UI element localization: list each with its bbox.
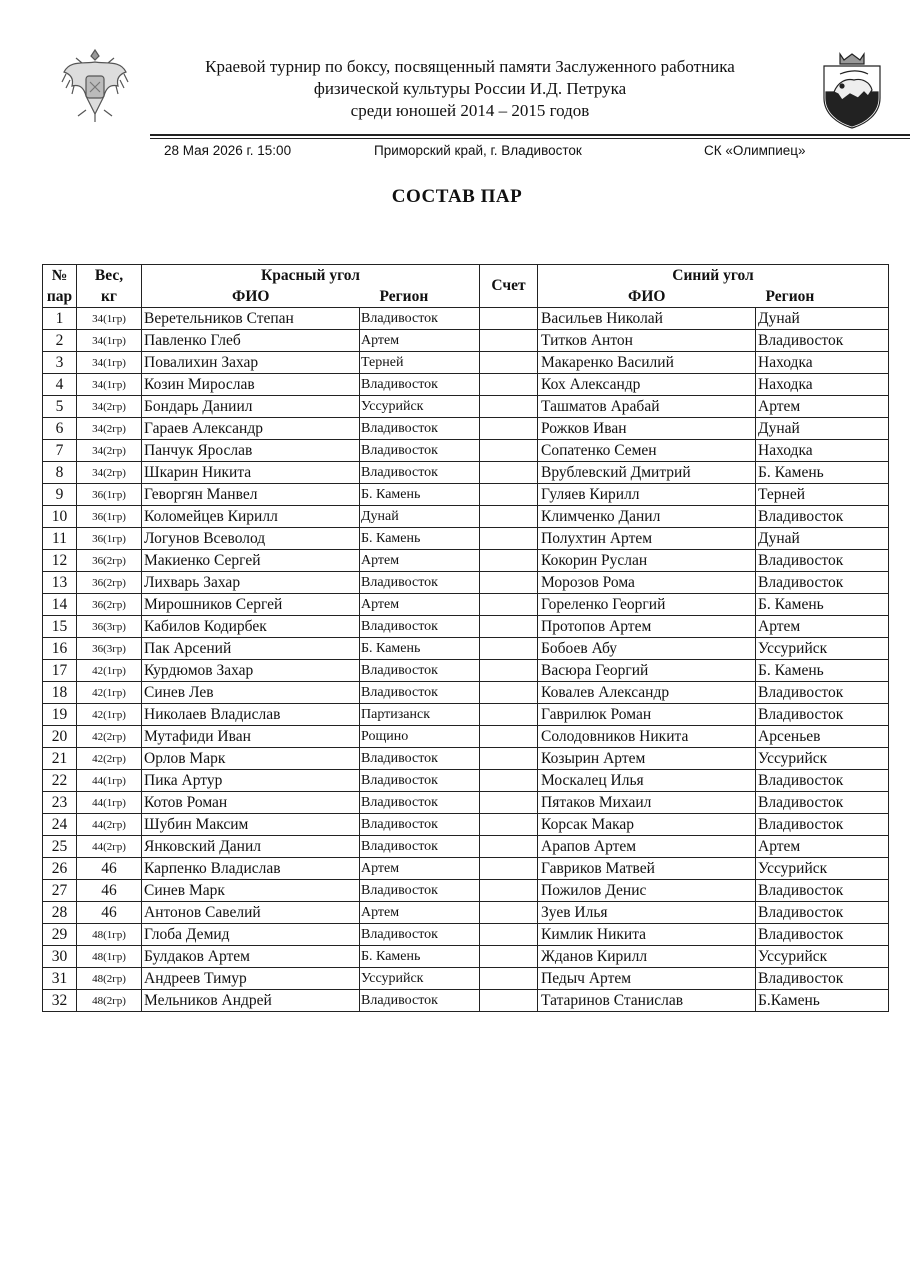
table-row — [43, 990, 889, 1012]
table-row — [43, 792, 889, 814]
pair-number: 18 — [43, 682, 77, 704]
red-fighter-region: Владивосток — [360, 418, 480, 440]
pair-number: 8 — [43, 462, 77, 484]
red-fighter-region: Артем — [360, 594, 480, 616]
blue-fighter-region: Владивосток — [756, 770, 889, 792]
pair-number: 26 — [43, 858, 77, 880]
red-fighter-name: Повалихин Захар — [142, 352, 360, 374]
weight-class: 34(2гр) — [77, 462, 142, 484]
table-row — [43, 836, 889, 858]
red-fighter-region: Артем — [360, 330, 480, 352]
weight-class: 36(3гр) — [77, 638, 142, 660]
score-cell — [480, 968, 538, 990]
blue-fighter-name: Ташматов Арабай — [538, 396, 756, 418]
score-cell — [480, 550, 538, 572]
score-cell — [480, 440, 538, 462]
blue-fighter-region: Артем — [756, 616, 889, 638]
red-fighter-region: Владивосток — [360, 440, 480, 462]
table-row — [43, 352, 889, 374]
red-fighter-region: Рощино — [360, 726, 480, 748]
red-fighter-region: Дунай — [360, 506, 480, 528]
event-date: 28 Мая 2026 г. 15:00 — [164, 143, 292, 158]
red-fighter-name: Николаев Владислав — [142, 704, 360, 726]
header-divider-thick — [150, 134, 910, 136]
blue-fighter-region: Находка — [756, 352, 889, 374]
weight-class: 48(2гр) — [77, 990, 142, 1012]
red-fighter-region: Б. Камень — [360, 528, 480, 550]
title-line-2: физической культуры России И.Д. Петрука — [313, 79, 627, 98]
blue-fighter-name: Гаврилюк Роман — [538, 704, 756, 726]
blue-fighter-region: Уссурийск — [756, 748, 889, 770]
score-cell — [480, 572, 538, 594]
score-cell — [480, 704, 538, 726]
score-cell — [480, 660, 538, 682]
red-fighter-region: Владивосток — [360, 770, 480, 792]
weight-class: 36(1гр) — [77, 484, 142, 506]
red-fighter-name: Шкарин Никита — [142, 462, 360, 484]
red-fighter-region: Владивосток — [360, 814, 480, 836]
red-fighter-name: Орлов Марк — [142, 748, 360, 770]
pair-number: 30 — [43, 946, 77, 968]
score-cell — [480, 594, 538, 616]
red-fighter-region: Владивосток — [360, 572, 480, 594]
score-cell — [480, 726, 538, 748]
red-fighter-name: Булдаков Артем — [142, 946, 360, 968]
red-fighter-name: Янковский Данил — [142, 836, 360, 858]
blue-fighter-name: Рожков Иван — [538, 418, 756, 440]
header-pair-number-bottom: пар — [43, 286, 77, 308]
score-cell — [480, 330, 538, 352]
blue-fighter-region: Находка — [756, 440, 889, 462]
title-line-1: Краевой турнир по боксу, посвященный памяти Заслуженного работника — [205, 57, 735, 76]
blue-fighter-name: Полухтин Артем — [538, 528, 756, 550]
blue-fighter-region: Дунай — [756, 418, 889, 440]
red-fighter-name: Макиенко Сергей — [142, 550, 360, 572]
red-fighter-name: Панчук Ярослав — [142, 440, 360, 462]
red-fighter-name: Гараев Александр — [142, 418, 360, 440]
header-blue-region: Регион — [756, 286, 889, 308]
red-fighter-region: Б. Камень — [360, 946, 480, 968]
weight-class: 46 — [77, 858, 142, 880]
header-blue-corner: Синий угол — [538, 265, 889, 287]
blue-fighter-name: Пятаков Михаил — [538, 792, 756, 814]
weight-class: 44(2гр) — [77, 836, 142, 858]
pair-number: 2 — [43, 330, 77, 352]
red-fighter-name: Геворгян Манвел — [142, 484, 360, 506]
red-fighter-region: Уссурийск — [360, 968, 480, 990]
table-row — [43, 814, 889, 836]
blue-fighter-name: Протопов Артем — [538, 616, 756, 638]
red-fighter-name: Шубин Максим — [142, 814, 360, 836]
weight-class: 34(1гр) — [77, 330, 142, 352]
table-row — [43, 902, 889, 924]
red-fighter-name: Пак Арсений — [142, 638, 360, 660]
pair-number: 29 — [43, 924, 77, 946]
blue-fighter-region: Владивосток — [756, 924, 889, 946]
pair-number: 21 — [43, 748, 77, 770]
table-row — [43, 572, 889, 594]
red-fighter-region: Владивосток — [360, 308, 480, 330]
red-fighter-name: Карпенко Владислав — [142, 858, 360, 880]
table-row — [43, 330, 889, 352]
blue-fighter-name: Пожилов Денис — [538, 880, 756, 902]
score-cell — [480, 946, 538, 968]
red-fighter-region: Артем — [360, 550, 480, 572]
blue-fighter-name: Гореленко Георгий — [538, 594, 756, 616]
score-cell — [480, 638, 538, 660]
weight-class: 36(3гр) — [77, 616, 142, 638]
pair-number: 7 — [43, 440, 77, 462]
weight-class: 36(2гр) — [77, 594, 142, 616]
red-fighter-region: Артем — [360, 858, 480, 880]
red-fighter-region: Владивосток — [360, 748, 480, 770]
weight-class: 34(1гр) — [77, 374, 142, 396]
red-fighter-region: Терней — [360, 352, 480, 374]
table-row — [43, 704, 889, 726]
weight-class: 36(2гр) — [77, 550, 142, 572]
red-fighter-name: Козин Мирослав — [142, 374, 360, 396]
red-fighter-region: Б. Камень — [360, 638, 480, 660]
weight-class: 44(2гр) — [77, 814, 142, 836]
weight-class: 48(1гр) — [77, 924, 142, 946]
blue-fighter-region: Владивосток — [756, 506, 889, 528]
blue-fighter-region: Уссурийск — [756, 858, 889, 880]
table-row — [43, 880, 889, 902]
blue-fighter-name: Татаринов Станислав — [538, 990, 756, 1012]
blue-fighter-name: Зуев Илья — [538, 902, 756, 924]
red-fighter-name: Пика Артур — [142, 770, 360, 792]
pair-number: 11 — [43, 528, 77, 550]
table-row — [43, 506, 889, 528]
score-cell — [480, 616, 538, 638]
score-cell — [480, 902, 538, 924]
table-row — [43, 308, 889, 330]
table-row — [43, 682, 889, 704]
red-fighter-name: Лихварь Захар — [142, 572, 360, 594]
event-venue: СК «Олимпиец» — [704, 143, 806, 158]
red-fighter-region: Владивосток — [360, 462, 480, 484]
weight-class: 34(2гр) — [77, 396, 142, 418]
red-fighter-region: Владивосток — [360, 880, 480, 902]
score-cell — [480, 880, 538, 902]
red-fighter-region: Владивосток — [360, 990, 480, 1012]
blue-fighter-region: Владивосток — [756, 682, 889, 704]
blue-fighter-region: Владивосток — [756, 968, 889, 990]
weight-class: 46 — [77, 880, 142, 902]
score-cell — [480, 484, 538, 506]
score-cell — [480, 374, 538, 396]
pair-number: 28 — [43, 902, 77, 924]
blue-fighter-name: Васильев Николай — [538, 308, 756, 330]
red-fighter-name: Веретельников Степан — [142, 308, 360, 330]
table-row — [43, 726, 889, 748]
pair-number: 32 — [43, 990, 77, 1012]
table-row — [43, 638, 889, 660]
blue-fighter-region: Владивосток — [756, 814, 889, 836]
pair-number: 3 — [43, 352, 77, 374]
weight-class: 44(1гр) — [77, 770, 142, 792]
blue-fighter-name: Врублевский Дмитрий — [538, 462, 756, 484]
blue-fighter-name: Гуляев Кирилл — [538, 484, 756, 506]
pair-number: 27 — [43, 880, 77, 902]
title-line-3: среди юношей 2014 – 2015 годов — [350, 101, 590, 120]
red-fighter-region: Партизанск — [360, 704, 480, 726]
red-fighter-name: Глоба Демид — [142, 924, 360, 946]
red-fighter-name: Андреев Тимур — [142, 968, 360, 990]
score-cell — [480, 418, 538, 440]
pair-number: 13 — [43, 572, 77, 594]
pair-number: 16 — [43, 638, 77, 660]
pair-number: 20 — [43, 726, 77, 748]
blue-fighter-region: Владивосток — [756, 792, 889, 814]
table-row — [43, 770, 889, 792]
score-cell — [480, 924, 538, 946]
russia-coat-of-arms-emblem — [56, 44, 134, 126]
table-row — [43, 418, 889, 440]
weight-class: 48(1гр) — [77, 946, 142, 968]
blue-fighter-region: Владивосток — [756, 330, 889, 352]
blue-fighter-name: Гавриков Матвей — [538, 858, 756, 880]
score-cell — [480, 990, 538, 1012]
weight-class: 34(1гр) — [77, 308, 142, 330]
pair-number: 25 — [43, 836, 77, 858]
red-fighter-name: Кабилов Кодирбек — [142, 616, 360, 638]
tournament-title — [150, 56, 790, 122]
weight-class: 42(2гр) — [77, 748, 142, 770]
blue-fighter-name: Педыч Артем — [538, 968, 756, 990]
blue-fighter-name: Макаренко Василий — [538, 352, 756, 374]
header-red-fio: ФИО — [142, 286, 360, 308]
blue-fighter-region: Находка — [756, 374, 889, 396]
table-row — [43, 550, 889, 572]
weight-class: 36(2гр) — [77, 572, 142, 594]
table-row — [43, 858, 889, 880]
table-row — [43, 484, 889, 506]
blue-fighter-name: Кимлик Никита — [538, 924, 756, 946]
red-fighter-name: Курдюмов Захар — [142, 660, 360, 682]
pair-number: 5 — [43, 396, 77, 418]
header-weight-bottom: кг — [77, 286, 142, 308]
table-row — [43, 748, 889, 770]
blue-fighter-name: Корсак Макар — [538, 814, 756, 836]
weight-class: 34(1гр) — [77, 352, 142, 374]
blue-fighter-name: Бобоев Абу — [538, 638, 756, 660]
blue-fighter-name: Сопатенко Семен — [538, 440, 756, 462]
header-score: Счет — [480, 265, 538, 308]
header-weight-top: Вес, — [77, 265, 142, 287]
red-fighter-name: Бондарь Даниил — [142, 396, 360, 418]
blue-fighter-region: Владивосток — [756, 550, 889, 572]
blue-fighter-name: Ковалев Александр — [538, 682, 756, 704]
score-cell — [480, 462, 538, 484]
blue-fighter-region: Владивосток — [756, 880, 889, 902]
event-place: Приморский край, г. Владивосток — [374, 143, 582, 158]
score-cell — [480, 528, 538, 550]
weight-class: 42(1гр) — [77, 660, 142, 682]
red-fighter-name: Котов Роман — [142, 792, 360, 814]
red-fighter-region: Владивосток — [360, 792, 480, 814]
blue-fighter-region: Б. Камень — [756, 594, 889, 616]
pair-number: 9 — [43, 484, 77, 506]
header-red-corner: Красный угол — [142, 265, 480, 287]
blue-fighter-name: Солодовников Никита — [538, 726, 756, 748]
weight-class: 36(1гр) — [77, 506, 142, 528]
weight-class: 42(1гр) — [77, 704, 142, 726]
red-fighter-name: Синев Лев — [142, 682, 360, 704]
red-fighter-region: Владивосток — [360, 682, 480, 704]
red-fighter-region: Владивосток — [360, 660, 480, 682]
pairs-table-body — [43, 308, 889, 1012]
pair-number: 31 — [43, 968, 77, 990]
blue-fighter-region: Владивосток — [756, 572, 889, 594]
primorsky-krai-coat-of-arms-emblem — [820, 52, 884, 130]
blue-fighter-region: Владивосток — [756, 704, 889, 726]
weight-class: 46 — [77, 902, 142, 924]
table-row — [43, 396, 889, 418]
table-row — [43, 924, 889, 946]
table-row — [43, 616, 889, 638]
pair-number: 24 — [43, 814, 77, 836]
red-fighter-region: Артем — [360, 902, 480, 924]
score-cell — [480, 858, 538, 880]
header-divider-thin — [150, 138, 910, 139]
pair-number: 6 — [43, 418, 77, 440]
blue-fighter-name: Козырин Артем — [538, 748, 756, 770]
table-row — [43, 660, 889, 682]
red-fighter-name: Мутафиди Иван — [142, 726, 360, 748]
blue-fighter-name: Васюра Георгий — [538, 660, 756, 682]
pairs-table — [42, 264, 889, 1012]
score-cell — [480, 836, 538, 858]
pair-number: 10 — [43, 506, 77, 528]
red-fighter-name: Антонов Савелий — [142, 902, 360, 924]
header-blue-fio: ФИО — [538, 286, 756, 308]
score-cell — [480, 352, 538, 374]
blue-fighter-region: Уссурийск — [756, 946, 889, 968]
weight-class: 44(1гр) — [77, 792, 142, 814]
table-row — [43, 462, 889, 484]
red-fighter-region: Владивосток — [360, 374, 480, 396]
document-title: СОСТАВ ПАР — [391, 186, 523, 207]
blue-fighter-region: Дунай — [756, 528, 889, 550]
blue-fighter-name: Москалец Илья — [538, 770, 756, 792]
table-row — [43, 374, 889, 396]
red-fighter-region: Б. Камень — [360, 484, 480, 506]
blue-fighter-region: Владивосток — [756, 902, 889, 924]
blue-fighter-name: Арапов Артем — [538, 836, 756, 858]
red-fighter-name: Павленко Глеб — [142, 330, 360, 352]
red-fighter-region: Владивосток — [360, 616, 480, 638]
weight-class: 34(2гр) — [77, 418, 142, 440]
pair-number: 19 — [43, 704, 77, 726]
weight-class: 36(1гр) — [77, 528, 142, 550]
blue-fighter-name: Титков Антон — [538, 330, 756, 352]
red-fighter-name: Синев Марк — [142, 880, 360, 902]
blue-fighter-name: Морозов Рома — [538, 572, 756, 594]
blue-fighter-name: Кокорин Руслан — [538, 550, 756, 572]
pair-number: 17 — [43, 660, 77, 682]
blue-fighter-name: Жданов Кирилл — [538, 946, 756, 968]
blue-fighter-region: Артем — [756, 836, 889, 858]
score-cell — [480, 308, 538, 330]
table-row — [43, 968, 889, 990]
table-row — [43, 594, 889, 616]
pair-number: 12 — [43, 550, 77, 572]
red-fighter-region: Владивосток — [360, 924, 480, 946]
pair-number: 22 — [43, 770, 77, 792]
weight-class: 34(2гр) — [77, 440, 142, 462]
blue-fighter-region: Дунай — [756, 308, 889, 330]
red-fighter-region: Уссурийск — [360, 396, 480, 418]
header-pair-number-top: № — [43, 265, 77, 287]
score-cell — [480, 748, 538, 770]
blue-fighter-region: Б. Камень — [756, 660, 889, 682]
blue-fighter-region: Уссурийск — [756, 638, 889, 660]
pair-number: 14 — [43, 594, 77, 616]
pair-number: 1 — [43, 308, 77, 330]
weight-class: 48(2гр) — [77, 968, 142, 990]
red-fighter-name: Мирошников Сергей — [142, 594, 360, 616]
blue-fighter-region: Терней — [756, 484, 889, 506]
pair-number: 15 — [43, 616, 77, 638]
red-fighter-name: Коломейцев Кирилл — [142, 506, 360, 528]
weight-class: 42(2гр) — [77, 726, 142, 748]
weight-class: 42(1гр) — [77, 682, 142, 704]
table-row — [43, 946, 889, 968]
score-cell — [480, 682, 538, 704]
blue-fighter-region: Арсеньев — [756, 726, 889, 748]
header-red-region: Регион — [360, 286, 480, 308]
pair-number: 23 — [43, 792, 77, 814]
table-row — [43, 528, 889, 550]
score-cell — [480, 770, 538, 792]
blue-fighter-region: Б.Камень — [756, 990, 889, 1012]
blue-fighter-name: Кох Александр — [538, 374, 756, 396]
pair-number: 4 — [43, 374, 77, 396]
score-cell — [480, 506, 538, 528]
score-cell — [480, 814, 538, 836]
blue-fighter-region: Б. Камень — [756, 462, 889, 484]
table-row — [43, 440, 889, 462]
blue-fighter-name: Климченко Данил — [538, 506, 756, 528]
red-fighter-name: Логунов Всеволод — [142, 528, 360, 550]
score-cell — [480, 396, 538, 418]
red-fighter-name: Мельников Андрей — [142, 990, 360, 1012]
blue-fighter-region: Артем — [756, 396, 889, 418]
score-cell — [480, 792, 538, 814]
red-fighter-region: Владивосток — [360, 836, 480, 858]
